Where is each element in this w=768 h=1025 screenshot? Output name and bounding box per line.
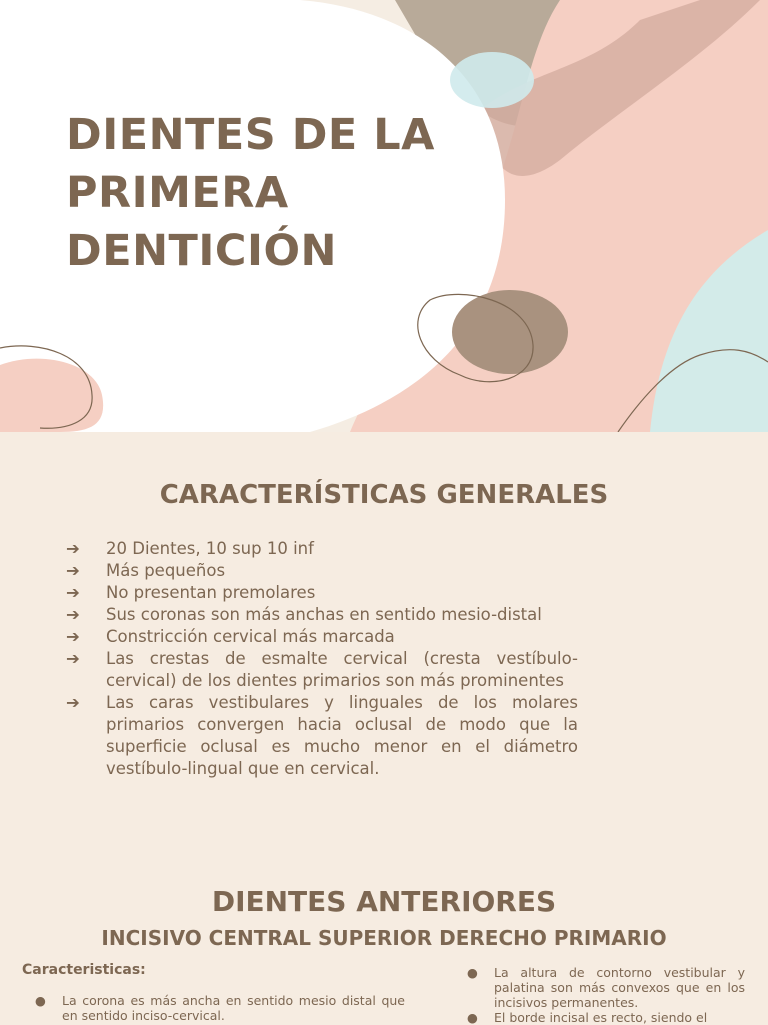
bullet-dot-icon: ● <box>467 1010 478 1025</box>
title-line-1: DIENTES DE LA <box>66 110 435 160</box>
list-item-text: El borde incisal es recto, siendo el <box>494 1010 708 1025</box>
title-line-3: DENTICIÓN <box>66 226 337 276</box>
list-item <box>467 1010 745 1025</box>
list-item-text: La altura de contorno vestibular y palatina son más convexos que en los incisivos permanentes. <box>494 965 745 1010</box>
incisor-subheading: INCISIVO CENTRAL SUPERIOR DERECHO PRIMARIO <box>101 926 667 950</box>
aqua-blob <box>450 52 534 108</box>
list-item-text: La corona es más ancha en sentido mesio distal que en sentido inciso-cervical. <box>62 993 405 1023</box>
bullet-dot-icon: ● <box>35 993 46 1008</box>
taupe-oval <box>452 290 568 374</box>
arrow-right-icon: ➔ <box>66 627 80 646</box>
list-item <box>66 560 578 582</box>
title-line-2: PRIMERA <box>66 168 289 218</box>
general-characteristics-heading: CARACTERÍSTICAS GENERALES <box>159 480 609 510</box>
arrow-right-icon: ➔ <box>66 539 80 558</box>
characteristics-label: Caracteristicas: <box>22 962 146 978</box>
list-item <box>66 692 578 780</box>
arrow-right-icon: ➔ <box>66 583 80 602</box>
page-title <box>66 106 435 280</box>
list-item <box>66 582 578 604</box>
incisor-left-list <box>35 993 405 1023</box>
cover-banner <box>0 0 768 432</box>
arrow-right-icon: ➔ <box>66 605 80 624</box>
list-item <box>66 538 578 560</box>
list-item <box>66 626 578 648</box>
arrow-right-icon: ➔ <box>66 561 80 580</box>
arrow-right-icon: ➔ <box>66 649 80 668</box>
list-item-text: Constricción cervical más marcada <box>106 627 395 646</box>
list-item <box>66 648 578 692</box>
list-item <box>467 965 745 1010</box>
list-item-text: No presentan premolares <box>106 583 316 602</box>
list-item-text: Más pequeños <box>106 561 226 580</box>
list-item-text: Las caras vestibulares y linguales de los molares primarios convergen hacia oclusal de modo que la superficie oclusal es mucho menor en el diámetro vestíbulo-lingual que en cervical. <box>106 693 578 778</box>
anterior-teeth-heading: DIENTES ANTERIORES <box>211 885 557 918</box>
general-characteristics-list <box>66 538 578 780</box>
bullet-dot-icon: ● <box>467 965 478 980</box>
list-item <box>35 993 405 1023</box>
list-item-text: Las crestas de esmalte cervical (cresta vestíbulo-cervical) de los dientes primarios son más prominentes <box>106 649 578 690</box>
arrow-right-icon: ➔ <box>66 693 80 712</box>
list-item-text: 20 Dientes, 10 sup 10 inf <box>106 539 314 558</box>
list-item-text: Sus coronas son más anchas en sentido mesio-distal <box>106 605 542 624</box>
list-item <box>66 604 578 626</box>
incisor-right-list <box>467 965 745 1025</box>
